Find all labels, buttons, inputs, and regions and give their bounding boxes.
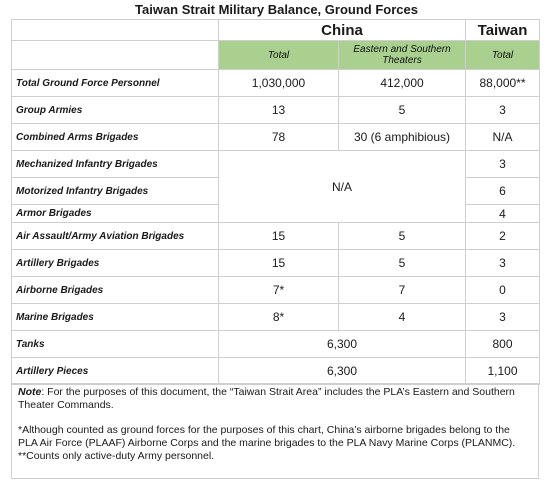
taiwan-cell: 2	[466, 223, 540, 250]
theaters-cell: 5	[339, 223, 466, 250]
row-label: Airborne Brigades	[12, 277, 219, 304]
taiwan-cell: 4	[466, 205, 540, 223]
china-na-merged-cell: N/A	[219, 151, 466, 223]
taiwan-cell: N/A	[466, 124, 540, 151]
row-label: Artillery Brigades	[12, 250, 219, 277]
blank-corner	[12, 20, 219, 41]
china-total-cell: 7*	[219, 277, 339, 304]
china-total-cell: 15	[219, 223, 339, 250]
theaters-cell: 7	[339, 277, 466, 304]
taiwan-total-header: Total	[466, 41, 540, 70]
taiwan-cell: 800	[466, 331, 540, 358]
row-label: Mechanized Infantry Brigades	[12, 151, 219, 178]
table-row	[12, 277, 540, 304]
ground-forces-table	[11, 19, 540, 385]
table-row	[12, 70, 540, 97]
taiwan-header: Taiwan	[466, 20, 540, 41]
china-header: China	[219, 20, 466, 41]
note-paragraph	[18, 386, 532, 412]
table-title: Taiwan Strait Military Balance, Ground Forces	[135, 2, 418, 17]
china-total-cell: 13	[219, 97, 339, 124]
row-label: Armor Brigades	[12, 205, 219, 223]
table-row	[12, 358, 540, 385]
taiwan-cell: 88,000**	[466, 70, 540, 97]
china-combined-cell: 6,300	[219, 358, 466, 385]
table-row	[12, 223, 540, 250]
taiwan-cell: 3	[466, 151, 540, 178]
taiwan-cell: 3	[466, 97, 540, 124]
taiwan-cell: 1,100	[466, 358, 540, 385]
table-row	[12, 331, 540, 358]
table-row	[12, 97, 540, 124]
eastern-southern-theaters-header: Eastern and Southern Theaters	[339, 41, 466, 70]
table-row	[12, 250, 540, 277]
china-total-cell: 15	[219, 250, 339, 277]
row-label: Tanks	[12, 331, 219, 358]
army-personnel-footnote: **Counts only active-duty Army personnel.	[18, 450, 215, 462]
table-row	[12, 124, 540, 151]
china-total-cell: 8*	[219, 304, 339, 331]
row-label: Group Armies	[12, 97, 219, 124]
row-label: Artillery Pieces	[12, 358, 219, 385]
subheader-row	[12, 41, 540, 70]
theaters-cell: 30 (6 amphibious)	[339, 124, 466, 151]
row-label: Motorized Infantry Brigades	[12, 178, 219, 205]
china-total-cell: 1,030,000	[219, 70, 339, 97]
notes-box	[11, 383, 539, 479]
row-label: Air Assault/Army Aviation Brigades	[12, 223, 219, 250]
theaters-cell: 412,000	[339, 70, 466, 97]
note-text: : For the purposes of this document, the “Taiwan Strait Area” includes the PLA’s Eastern and Southern Theater Commands.	[18, 386, 515, 411]
row-label: Combined Arms Brigades	[12, 124, 219, 151]
table-row	[12, 304, 540, 331]
theaters-cell: 5	[339, 97, 466, 124]
taiwan-cell: 3	[466, 304, 540, 331]
china-combined-cell: 6,300	[219, 331, 466, 358]
theaters-cell: 5	[339, 250, 466, 277]
china-total-header: Total	[219, 41, 339, 70]
theaters-cell: 4	[339, 304, 466, 331]
blank-subheader	[12, 41, 219, 70]
airborne-marine-footnote: *Although counted as ground forces for the purposes of this chart, China’s airborne brigades belong to the PLA Air Force (PLAAF) Airborne Corps and the marine brigades to the PLA Navy Marine Corps (PLANMC).	[18, 424, 516, 449]
taiwan-cell: 6	[466, 178, 540, 205]
row-label: Marine Brigades	[12, 304, 219, 331]
taiwan-cell: 0	[466, 277, 540, 304]
note-label: Note	[18, 386, 42, 398]
china-total-cell: 78	[219, 124, 339, 151]
row-label: Total Ground Force Personnel	[12, 70, 219, 97]
table-row	[12, 151, 540, 178]
taiwan-cell: 3	[466, 250, 540, 277]
country-header-row	[12, 20, 540, 41]
